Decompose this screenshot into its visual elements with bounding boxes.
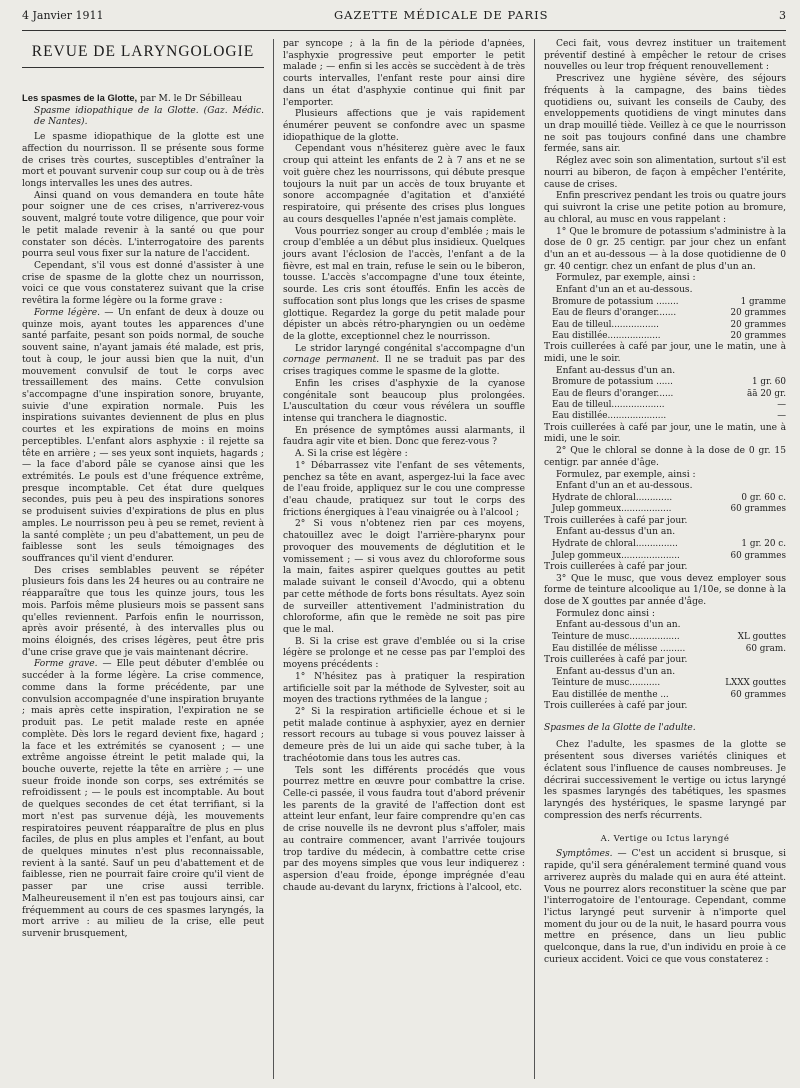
paragraph: 3° Que le musc, que vous devez employer sous forme de teinture alcoolique au 1/10e, se donne à la dose de X gouttes par année d'âge.: [544, 573, 786, 607]
formula-row: Teinture de musc.................. XL gouttes: [552, 632, 786, 643]
paragraph: Le stridor laryngé congénital s'accompagne d'un cornage permanent. Il ne se traduit pas par des crises tragiques comme le spasme de la glotte.: [283, 343, 525, 378]
formula-title: Enfant au-dessous d'un an.: [556, 620, 681, 631]
formula-row: Eau distillée de menthe ... 60 grammes: [552, 689, 786, 700]
paragraph: Prescrivez une hygiène sévère, des séjours fréquents à la campagne, des bains tièdes quotidiens ou, suivant les conseils de Cauby, des enveloppements quotidiens de vingt minutes dans un drap mouillé tiède. Veillez à ce que le nourrisson ne soit pas toujours confiné dans une chambre fermée, sans air.: [544, 74, 786, 155]
paragraph: 2° Si la respiration artificielle échoue et si le petit malade continue à asphyxier, ayez en dernier ressort recours au tubage si vous pouvez laisser à demeure près de lui un aide qui sache tuber, à la trachéotomie dans tous les autres cas.: [283, 706, 525, 764]
formula-row: Eau distillée..................... —: [552, 411, 786, 422]
paragraph: Forme légère. — Un enfant de deux à douze ou quinze mois, ayant toutes les apparences d'une santé parfaite, pesant son poids normal, de souche souvent saine, n'ayant jamais été malade, est pris, tout à coup, le jour aussi bien que la nuit, d'un mouvement convulsif de tout le corps avec tressaillement des mains. Cette convulsion s'accompagne d'une inspiration sonore, bruyante, suivie d'une expiration normale. Puis les inspirations suivantes deviennent de plus en plus courtes et les expirations de moins en moins perceptibles. L'enfant alors asphyxie : il rejette sa tête en arrière ; — ses yeux sont inquiets, hagards ; — la face d'abord pâle se cyanose ainsi que les extrémités. Le pouls est d'une fréquence extrême, presque incomptable. Cet état dure quelques secondes, puis peu à peu des inspirations sonores se produisent suivies d'expirations de plus en plus amples. Le nourrisson peu à peu se remet, revient à la santé complète ; un peu d'abattement, un peu de faiblesse sont les seuls témoignages des souffrances qu'il vient d'endurer.: [22, 307, 264, 565]
paragraph: Ceci fait, vous devrez instituer un traitement préventif destiné à empêcher le retour de crises nouvelles ou leur trop fréquent renouvellement :: [544, 39, 786, 73]
paragraph: Le spasme idiopathique de la glotte est une affection du nourrisson. Il se présente sous forme de crises très courtes, susceptibles d'entraîner la mort et pouvant survenir coup sur coup ou à de très longs intervalles les unes des autres.: [22, 132, 264, 190]
formula-row: Julep gommeux..................... 60 grammes: [552, 550, 786, 561]
running-header: [22, 8, 786, 28]
paragraph: Tels sont les différents procédés que vous pourrez mettre en œuvre pour combattre la crise. Celle-ci passée, il vous faudra tout d'abord prévenir les parents de la gravité de l'affection dont est atteint leur enfant, leur faire comprendre qu'en cas de crise nouvelle ils ne devront plus s'affoler, mais au contraire commencer, avant l'arrivée toujours trop tardive du médecin, à combattre cette crise par des moyens simples que vous leur indiquerez : aspersion d'eau froide, éponge imprégnée d'eau chaude au-devant du larynx, frictions à l'alcool, etc.: [283, 765, 525, 893]
paragraph: Forme grave. — Elle peut débuter d'emblée ou succéder à la forme légère. La crise commence, comme dans la forme précédente, par une convulsion accompagnée d'une inspiration bruyante ; mais après cette inspiration, l'expiration ne se produit pas. Le petit malade reste en apnée complète. Dès lors le regard devient fixe, hagard ; la face et les extrémités se cyanosent ; — une extrême angoisse étreint le petit malade qui, la bouche ouverte, rejette la tête en arrière ; — une sueur froide inonde son corps, ses extrémités se refroidissent ; — le pouls est incomptable. Au bout de quelques secondes de cet état terrifiant, si la mort n'est pas survenue déjà, les mouvements respiratoires peuvent réapparaître de plus en plus faciles, de plus en plus amples et l'enfant, au bout de quelques minutes n'est plus reconnaissable, revient à la santé. Sauf un peu d'abattement et de faiblesse, rien ne pourrait faire croire qu'il vient de passer par une crise aussi terrible. Malheureusement il n'en est pas toujours ainsi, car fréquemment au cours de ces spasmes laryngés, la mort arrive : au milieu de la crise, elle peut survenir brusquement,: [22, 659, 265, 940]
dosage: Trois cuillerées à café par jour.: [544, 561, 688, 572]
page-number: 3: [779, 9, 786, 22]
dosage: Trois cuillerées à café par jour.: [544, 700, 688, 711]
subheading: Spasmes de la Glotte de l'adulte.: [544, 722, 696, 733]
formula-intro: Formulez donc ainsi :: [556, 608, 655, 619]
formula-row: Eau de tilleul................... —: [552, 400, 786, 411]
formula-row: Hydrate de chloral............. 0 gr. 60 c.: [552, 493, 786, 504]
paragraph: Enfin les crises d'asphyxie de la cyanose congénitale sont beaucoup plus prolongées. L'auscultation du cœur vous révélera un souffle intense qui tranchera le diagnostic.: [283, 378, 525, 424]
paragraph: Vous pourriez songer au croup d'emblée ; mais le croup d'emblée a un début plus insidieux. Quelques jours avant l'éclosion de l'accès, l'enfant a de la fièvre, est mal en train, refuse le sein ou le biberon, tousse. L'accès s'accompagne d'une toux éteinte, sourde. Les cris sont étouffés. Enfin les accès de suffocation sont plus longs que les crises de spasme glottique. Regardez la gorge du petit malade pour dépister un abcès rétro-pharyngien ou un oedème de la glotte, exceptionnel chez le nourrisson.: [283, 226, 525, 342]
columns: [22, 39, 786, 1079]
paragraph: En présence de symptômes aussi alarmants, il faudra agir vite et bien. Donc que ferez-vous ?: [283, 425, 525, 448]
article-title: Les spasmes de la Glotte, par M. le Dr Sébilleau: [22, 91, 243, 104]
paragraph: Cependant vous n'hésiterez guère avec le faux croup qui atteint les enfants de 2 à 7 ans et ne se voit guère chez les nourrissons, qui débute presque toujours la nuit par un accès de toux bruyante et sonore accompagnée d'agitation et d'anxiété respiratoire, qui présente des crises plus longues au cours desquelles l'apnée n'est jamais complète.: [283, 144, 525, 225]
formula-row: Eau de tilleul................. 20 grammes: [552, 319, 786, 330]
issue-date: 4 Janvier 1911: [22, 9, 104, 22]
formula-title: Enfant d'un an et au-dessous.: [556, 285, 693, 296]
formula-row: Bromure de potassium ...... 1 gr. 60: [552, 377, 786, 388]
column-1: [22, 39, 273, 1079]
dosage: Trois cuillerées à café par jour, une le matin, une à midi, une le soir.: [544, 342, 786, 364]
formula-title: Enfant d'un an et au-dessous.: [556, 481, 693, 492]
paragraph: Des crises semblables peuvent se répéter plusieurs fois dans les 24 heures ou au contraire ne réapparaître que tous les quinze jours, tous les mois. Parfois même plusieurs mois se passent sans qu'elles reviennent. Parfois enfin le nourrisson, après avoir présenté, à des intervalles plus ou moins éloignés, des crises légères, peut être pris d'une crise grave que je vais maintenant décrire.: [22, 565, 264, 658]
paragraph: Plusieurs affections que je vais rapidement énumérer peuvent se confondre avec un spasme idiopathique de la glotte.: [283, 109, 525, 143]
formula-intro: Formulez, par exemple, ainsi :: [556, 469, 696, 480]
formula-intro: Formulez, par exemple, ainsi :: [556, 273, 696, 284]
paragraph: Ainsi quand on vous demandera en toute hâte pour soigner une de ces crises, n'arriverez-vous souvent, malgré toute votre diligence, que pour voir le petit malade revenir à la santé ou que pour constater son décès. L'interrogatoire des parents pourra seul vous fixer sur la nature de l'accident.: [22, 190, 264, 260]
formula-row: Eau distillée................... 20 grammes: [552, 330, 786, 341]
paragraph: B. Si la crise est grave d'emblée ou si la crise légère se prolonge et ne cesse pas par l'emploi des moyens précédents :: [283, 636, 525, 671]
paragraph: Symptômes. — C'est un accident si brusque, si rapide, qu'il sera généralement terminé quand vous arriverez auprès du malade qui en aura été atteint. Vous ne pourrez alors reconstituer la scène que par l'interrogatoire de l'entourage. Cependant, comme l'ictus laryngé peut survenir à n'importe quel moment du jour ou de la nuit, le hasard pourra vous mettre en présence, dans un lieu public quelconque, dans la rue, d'un individu en proie à ce curieux accident. Voici ce que vous constaterez :: [544, 849, 786, 965]
paragraph: 2° Que le chloral se donne à la dose de 0 gr. 15 centigr. par année d'âge.: [544, 446, 786, 468]
column-3: [534, 39, 786, 1079]
subsection-heading: A. Vertige ou Ictus laryngé: [600, 834, 730, 845]
dosage: Trois cuillerées à café par jour, une le matin, une à midi, une le soir.: [544, 422, 786, 445]
formula-row: Julep gommeux.................. 60 grammes: [552, 504, 786, 515]
formula-row: Bromure de potassium ........ 1 gramme: [552, 296, 786, 307]
formula-row: Teinture de musc........... LXXX gouttes: [552, 678, 786, 689]
journal-title: GAZETTE MÉDICALE DE PARIS: [334, 8, 549, 22]
formula-row: Eau de fleurs d'oranger...... āā 20 gr.: [552, 388, 786, 399]
paragraph: Réglez avec soin son alimentation, surtout s'il est nourri au biberon, de façon à empêcher l'entérite, cause de crises.: [544, 156, 786, 190]
header-rule: [22, 30, 786, 31]
paragraph: Cependant, s'il vous est donné d'assister à une crise de spasme de la glotte chez un nourrisson, voici ce que vous constaterez suivant que la crise revêtira la forme légère ou la forme grave :: [22, 261, 264, 307]
formula-row: Eau de fleurs d'oranger....... 20 grammes: [552, 308, 786, 319]
dosage: Trois cuillerées à café par jour.: [544, 515, 688, 526]
formula-row: Hydrate de chloral............... 1 gr. 20 c.: [552, 539, 786, 550]
dosage: Trois cuillerées à café par jour.: [544, 654, 688, 665]
section-rule: [22, 67, 264, 68]
paragraph: 1° Débarrassez vite l'enfant de ses vêtements, penchez sa tête en avant, aspergez-lui la face avec de l'eau froide, appliquez sur le cou une compresse d'eau chaude, pratiquez sur tout le corps des frictions énergiques à l'eau vinaigrée ou à l'alcool ;: [283, 460, 525, 518]
paragraph: 1° N'hésitez pas à pratiquer la respiration artificielle soit par la méthode de Sylvester, soit au moyen des tractions rythmées de la langue ;: [283, 671, 525, 706]
formula-title: Enfant au-dessus d'un an.: [556, 365, 676, 376]
paragraph: 2° Si vous n'obtenez rien par ces moyens, chatouillez avec le doigt l'arrière-pharynx pour provoquer des mouvements de déglutition et le vomissement ; — si vous avez du chloroforme sous la main, faites aspirer quelques gouttes au petit malade suivant le conseil d'Avocdo, qui a obtenu par cette méthode de forts bons résultats. Ayez soin de surveiller attentivement l'administration du chloroforme, afin que le remède ne soit pas pire que le mal.: [283, 519, 525, 635]
column-2: [273, 39, 534, 1079]
paragraph: Chez l'adulte, les spasmes de la glotte se présentent sous diverses variétés cliniques et éclatent sous l'influence de causes nombreuses. Je décrirai successivement le vertige ou ictus laryngé les spasmes laryngés des tabétiques, les spasmes laryngés des hystériques, le spasme laryngé par compression des nerfs récurrents.: [544, 740, 786, 821]
paragraph: par syncope ; à la fin de la période d'apnées, l'asphyxie progressive peut emporter le petit malade ; — enfin si les accès se succèdent à de très courts intervalles, l'enfant reste pour ainsi dire dans un état d'asphyxie continue qui finit par l'emporter.: [283, 39, 525, 108]
paragraph: Enfin prescrivez pendant les trois ou quatre jours qui suivront la crise une petite potion au bromure, au chloral, au musc en vous rappelant :: [544, 191, 786, 225]
paragraph: A. Si la crise est légère :: [295, 449, 408, 460]
paragraph: 1° Que le bromure de potassium s'administre à la dose de 0 gr. 25 centigr. par jour chez un enfant d'un an et au-dessous — à la dose quotidienne de 0 gr. 40 centigr. chez un enfant de plus d'un an.: [544, 226, 786, 272]
formula-title: Enfant au-dessus d'un an.: [556, 666, 676, 677]
article-source: Spasme idiopathique de la Glotte. (Gaz. Médic. de Nantes).: [34, 105, 264, 128]
formula-title: Enfant au-dessus d'un an.: [556, 527, 676, 538]
section-title: REVUE DE LARYNGOLOGIE: [31, 43, 255, 60]
formula-row: Eau distillée de mélisse ......... 60 gram.: [552, 643, 786, 654]
